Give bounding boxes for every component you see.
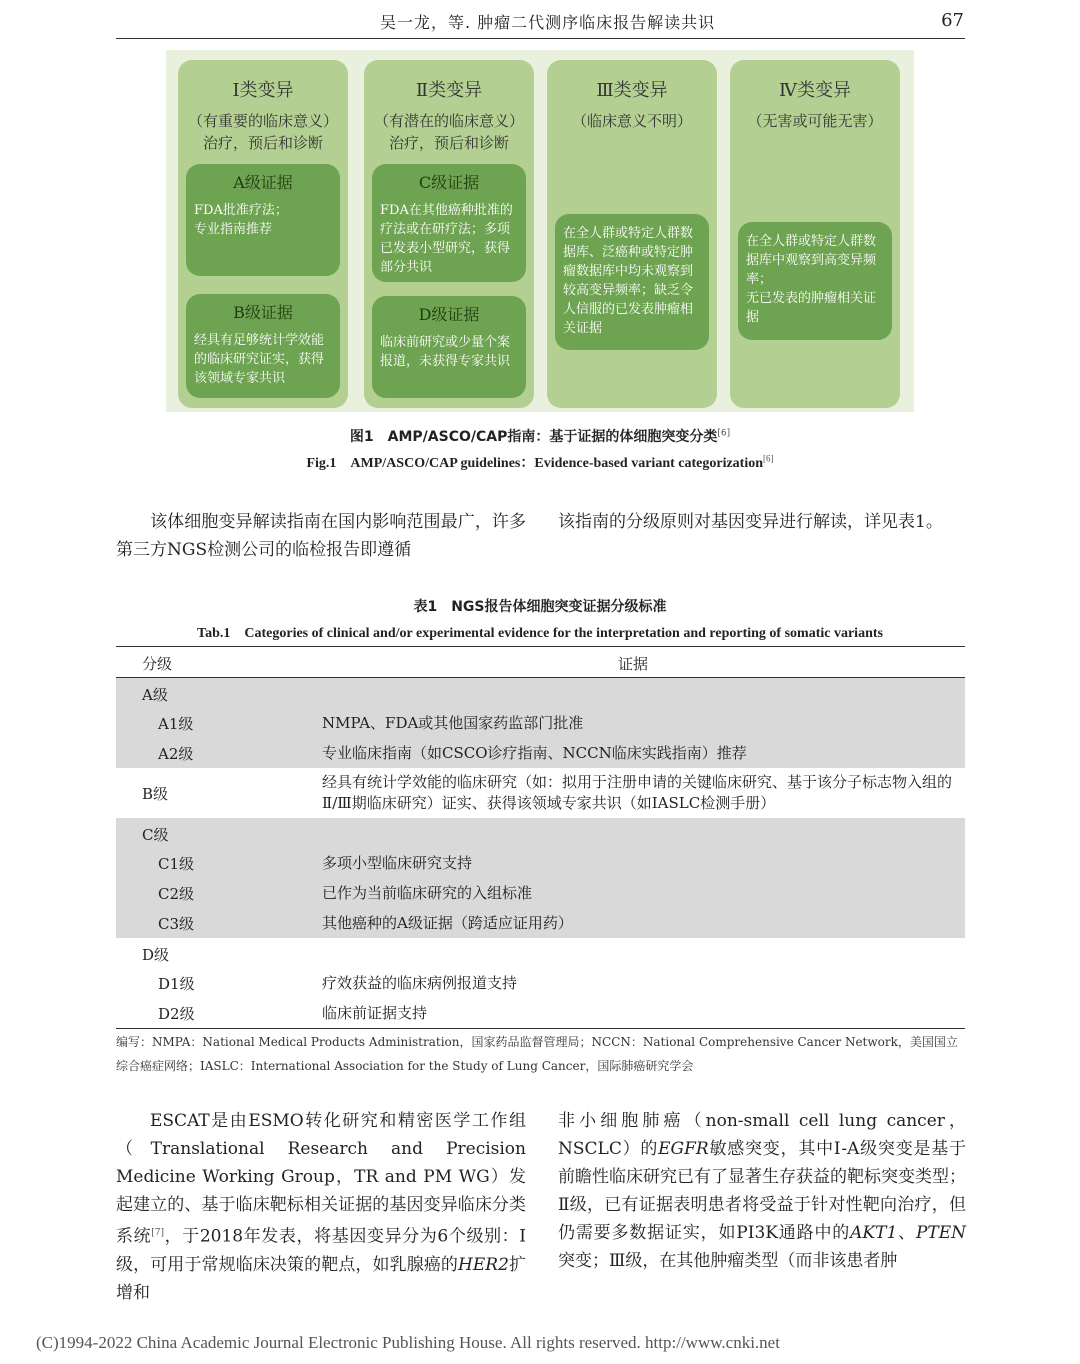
category-4-evidence-text: 在全人群或特定人群数据库中观察到高变异频率； 无已发表的肿瘤相关证据 [746, 234, 877, 325]
category-4-subtitle: （无害或可能无害） [747, 112, 883, 130]
row-level: D级 [142, 946, 170, 964]
row-level: C2级 [158, 885, 195, 903]
column-header-level: 分级 [142, 655, 173, 673]
running-title: 吴一龙，等. 肿瘤二代测序临床报告解读共识 [380, 13, 716, 32]
category-3-subtitle: （临床意义不明） [571, 112, 692, 130]
paragraph-left-1 [116, 508, 526, 564]
category-3-box [547, 60, 717, 408]
figure-ref: [6] [717, 428, 731, 439]
category-4-evidence-box [738, 222, 892, 340]
gene-akt1: AKT1 [850, 1223, 898, 1243]
table-note: 编写：NMPA：National Medical Products Administration，国家药品监督管理局；NCCN：National Comprehensive Cancer Network，美国国立综合癌症网络；IASLC：International Association for the Study of Lung Cancer，国际肺癌研究学会 [116, 1035, 958, 1073]
table-row [116, 708, 965, 738]
table-caption-en: Tab.1 Categories of clinical and/or experimental evidence for the interpretation and reporting of somatic variants [197, 626, 883, 641]
evidence-b-text: 经具有足够统计学效能的临床研究证实，获得该领域专家共识 [194, 333, 325, 386]
row-evidence: 临床前证据支持 [322, 1004, 428, 1022]
p4-text-c: 、 [897, 1223, 916, 1243]
header-rule [116, 38, 965, 39]
page-number: 67 [941, 10, 964, 31]
evidence-a-text: FDA批准疗法； 专业指南推荐 [194, 203, 288, 237]
paragraph-right-2 [558, 1107, 966, 1275]
table-row [116, 738, 965, 768]
evidence-c-title: C级证据 [418, 173, 480, 192]
table-row [116, 818, 965, 848]
category-4-title: Ⅳ类变异 [779, 80, 851, 101]
figure-caption-cn [0, 426, 1080, 446]
category-2-box [364, 60, 534, 408]
figure-caption-cn-text: 图1 AMP/ASCO/CAP指南：基于证据的体细胞突变分类 [349, 429, 718, 445]
category-3-title: Ⅲ类变异 [596, 80, 668, 101]
table-row [116, 878, 965, 908]
p3-text-c: 扩增和 [116, 1254, 527, 1303]
row-level: C级 [142, 826, 169, 844]
row-evidence: 专业临床指南（如CSCO诊疗指南、NCCN临床实践指南）推荐 [322, 744, 747, 762]
copyright-footer: (C)1994-2022 China Academic Journal Electronic Publishing House. All rights reserved. http://www.cnki.net [36, 1333, 780, 1352]
row-evidence: 疗效获益的临床病例报道支持 [322, 974, 518, 992]
figure-caption-en-text: Fig.1 AMP/ASCO/CAP guidelines：Evidence-based variant categorization [306, 456, 764, 471]
row-level: D1级 [158, 975, 195, 993]
row-evidence: 其他癌种的A级证据（跨适应证用药） [322, 914, 573, 932]
figure-variant-categories [166, 50, 914, 412]
row-evidence: 已作为当前临床研究的入组标准 [322, 884, 533, 902]
row-level: B级 [142, 785, 169, 803]
evidence-d-text: 临床前研究或少量个案报道，未获得专家共识 [380, 335, 511, 369]
evidence-c-text: FDA在其他癌种批准的疗法或在研疗法；多项已发表小型研究，获得部分共识 [380, 203, 513, 275]
p4-text-d: 突变；Ⅲ级，在其他肿瘤类型（而非该患者肿 [558, 1251, 898, 1271]
evidence-c-box [372, 164, 526, 282]
paragraph-left-2 [116, 1107, 526, 1307]
paragraph-right-1: 该指南的分级原则对基因变异进行解读，详见表1。 [558, 512, 943, 532]
evidence-d-box [372, 296, 526, 398]
figure-caption-en [0, 452, 1080, 472]
category-1-subtitle: （有重要的临床意义） 治疗，预后和诊断 [187, 112, 338, 152]
category-1-box [178, 60, 348, 408]
category-2-subtitle: （有潜在的临床意义） 治疗，预后和诊断 [373, 112, 524, 152]
row-level: A2级 [158, 745, 194, 763]
table-group-b [116, 768, 965, 818]
p4-text-b: 敏感突变，其中Ⅰ-A级突变是基于前瞻性临床研究已有了显著生存获益的靶标突变类型；Ⅱ级，已有证据表明患者将受益于针对性靶向治疗，但仍需要多数据证实，如PI3K通路中的 [558, 1139, 966, 1243]
evidence-a-title: A级证据 [233, 173, 293, 192]
p3-text-a: ESCAT是由ESMO转化研究和精密医学工作组（Translational Research and Precision Medicine Working Group，TR and PM WG）发起建立的、基于临床靶标相关证据的基因变异临床分类系统 [116, 1111, 526, 1247]
p3-text-b: ，于2018年发表，将基因变异分为6个级别：Ⅰ级，可用于常规临床决策的靶点，如乳腺癌的 [116, 1226, 527, 1275]
row-evidence: 多项小型临床研究支持 [322, 854, 473, 872]
category-4-box [730, 60, 900, 408]
row-level: C3级 [158, 915, 195, 933]
gene-egfr: EGFR [658, 1139, 709, 1159]
p3-ref: [7] [151, 1228, 164, 1238]
paragraph-left-1-text: 该体细胞变异解读指南在国内影响范围最广，许多第三方NGS检测公司的临检报告即遵循 [116, 512, 526, 560]
table-row [116, 848, 965, 878]
category-3-evidence-box [555, 214, 709, 350]
table-row [116, 968, 965, 998]
figure-ref-en: [6] [763, 453, 774, 464]
table-row [116, 938, 965, 968]
table-row [116, 908, 965, 938]
p4-text-a: 非小细胞肺癌（non-small cell lung cancer，NSCLC）的 [558, 1111, 966, 1159]
evidence-a-box [186, 164, 340, 276]
table-row [116, 998, 965, 1028]
table-group-d [116, 938, 965, 1028]
row-level: A级 [142, 686, 168, 704]
row-level: A1级 [158, 715, 194, 733]
table-group-c [116, 818, 965, 938]
column-header-evidence: 证据 [618, 655, 649, 673]
table-caption-cn: 表1 NGS报告体细胞突变证据分级标准 [413, 599, 667, 615]
row-evidence: NMPA、FDA或其他国家药监部门批准 [322, 714, 584, 732]
evidence-d-title: D级证据 [418, 305, 480, 324]
gene-her2: HER2 [458, 1254, 509, 1275]
table-row [116, 768, 965, 818]
row-evidence: 经具有统计学效能的临床研究（如：拟用于注册申请的关键临床研究、基于该分子标志物入组的Ⅱ/Ⅲ期临床研究）证实、获得该领域专家共识（如IASLC检测手册） [322, 773, 953, 812]
row-level: C1级 [158, 855, 195, 873]
table-group-a [116, 678, 965, 768]
table-row [116, 678, 965, 708]
row-level: D2级 [158, 1005, 195, 1023]
category-2-title: Ⅱ类变异 [415, 80, 483, 101]
table-header-row [116, 647, 965, 678]
category-3-evidence-text: 在全人群或特定人群数据库、泛癌种或特定肿瘤数据库中均未观察到较高变异频率；缺乏令人信服的已发表肿瘤相关证据 [563, 226, 694, 336]
evidence-table [116, 646, 965, 1029]
evidence-b-title: B级证据 [233, 303, 293, 322]
gene-pten: PTEN [915, 1223, 967, 1243]
evidence-b-box [186, 294, 340, 398]
category-1-title: Ⅰ类变异 [232, 80, 294, 101]
